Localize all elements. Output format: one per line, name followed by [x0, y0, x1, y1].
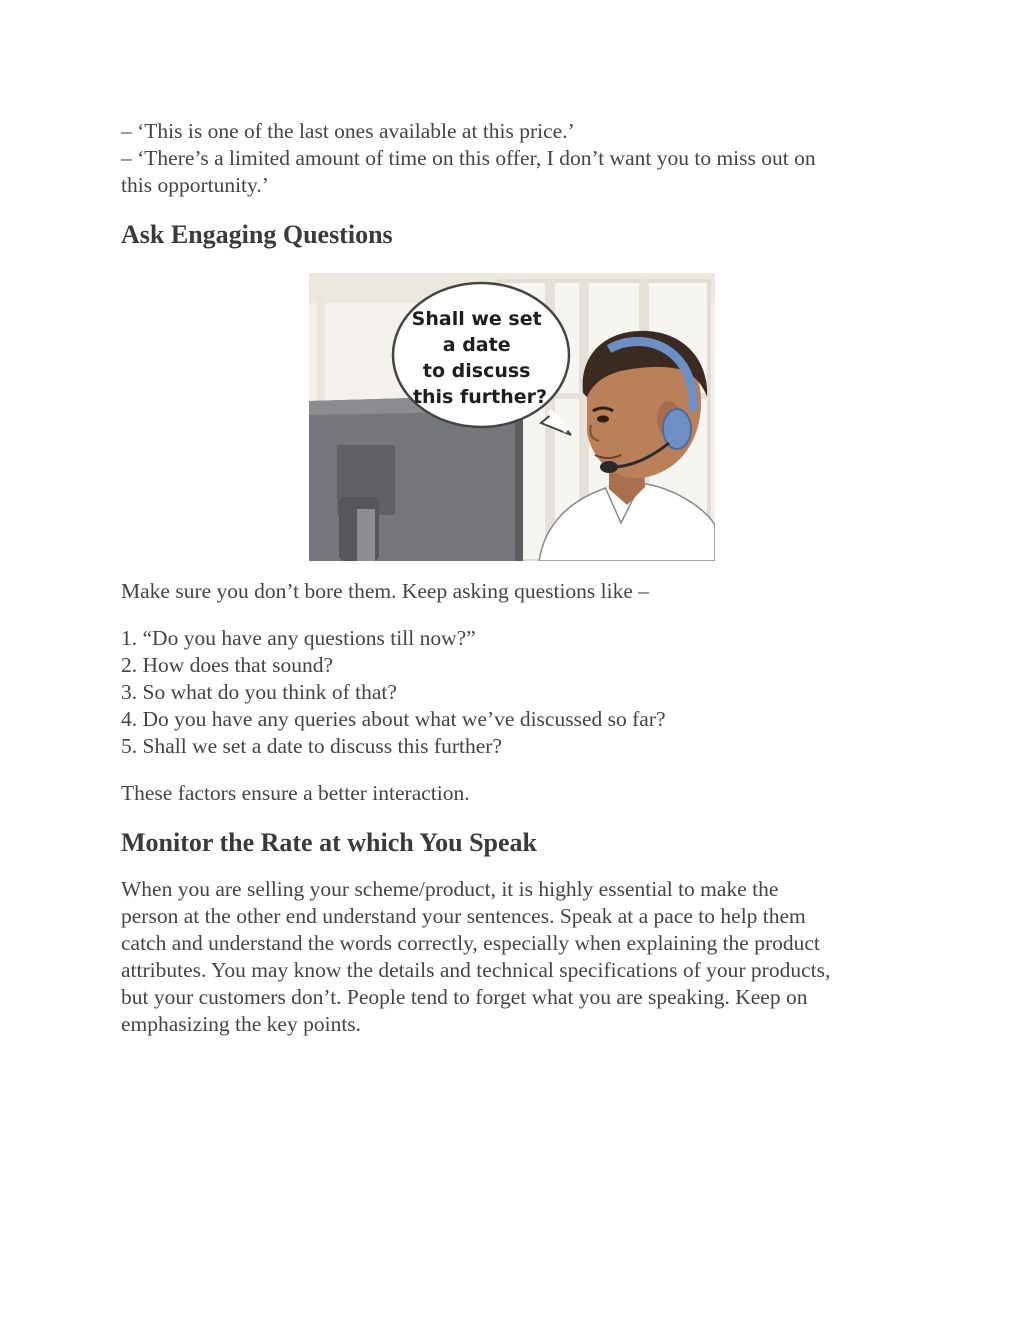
bubble-line: a date — [442, 334, 511, 356]
questions-lead: Make sure you don’t bore them. Keep asking questions like – — [121, 579, 650, 603]
document-page — [121, 118, 911, 1038]
body-line: person at the other end understand your sentences. Speak at a pace to help them — [121, 904, 806, 928]
intro-line: – ‘There’s a limited amount of time on this offer, I don’t want you to miss out on — [121, 146, 816, 170]
closing-sentence: These factors ensure a better interaction. — [121, 781, 470, 805]
section-heading-ask-questions: Ask Engaging Questions — [121, 220, 393, 249]
questions-list — [121, 625, 911, 760]
section-heading-monitor-rate: Monitor the Rate at which You Speak — [121, 828, 538, 857]
body-line: attributes. You may know the details and technical specifications of your products, — [121, 958, 831, 982]
body-line: emphasizing the key points. — [121, 1012, 362, 1036]
list-item: 2. How does that sound? — [121, 653, 333, 677]
body-line: but your customers don’t. People tend to forget what you are speaking. Keep on — [121, 985, 808, 1009]
list-item: 4. Do you have any queries about what we’ve discussed so far? — [121, 707, 666, 731]
bubble-line: this further? — [412, 386, 548, 408]
intro-line: – ‘This is one of the last ones available at this price.’ — [121, 119, 575, 143]
intro-quotes — [121, 118, 911, 199]
bubble-line: to discuss — [422, 360, 531, 382]
intro-line: this opportunity.’ — [121, 173, 269, 197]
body-line: When you are selling your scheme/product, it is highly essential to make the — [121, 877, 779, 901]
list-item: 1. “Do you have any questions till now?” — [121, 626, 476, 650]
list-item: 5. Shall we set a date to discuss this further? — [121, 734, 502, 758]
monitor-rate-paragraph — [121, 876, 911, 1038]
bubble-line: Shall we set — [411, 308, 542, 330]
list-item: 3. So what do you think of that? — [121, 680, 397, 704]
illustration-call-center-agent — [309, 273, 715, 561]
body-line: catch and understand the words correctly, especially when explaining the product — [121, 931, 820, 955]
